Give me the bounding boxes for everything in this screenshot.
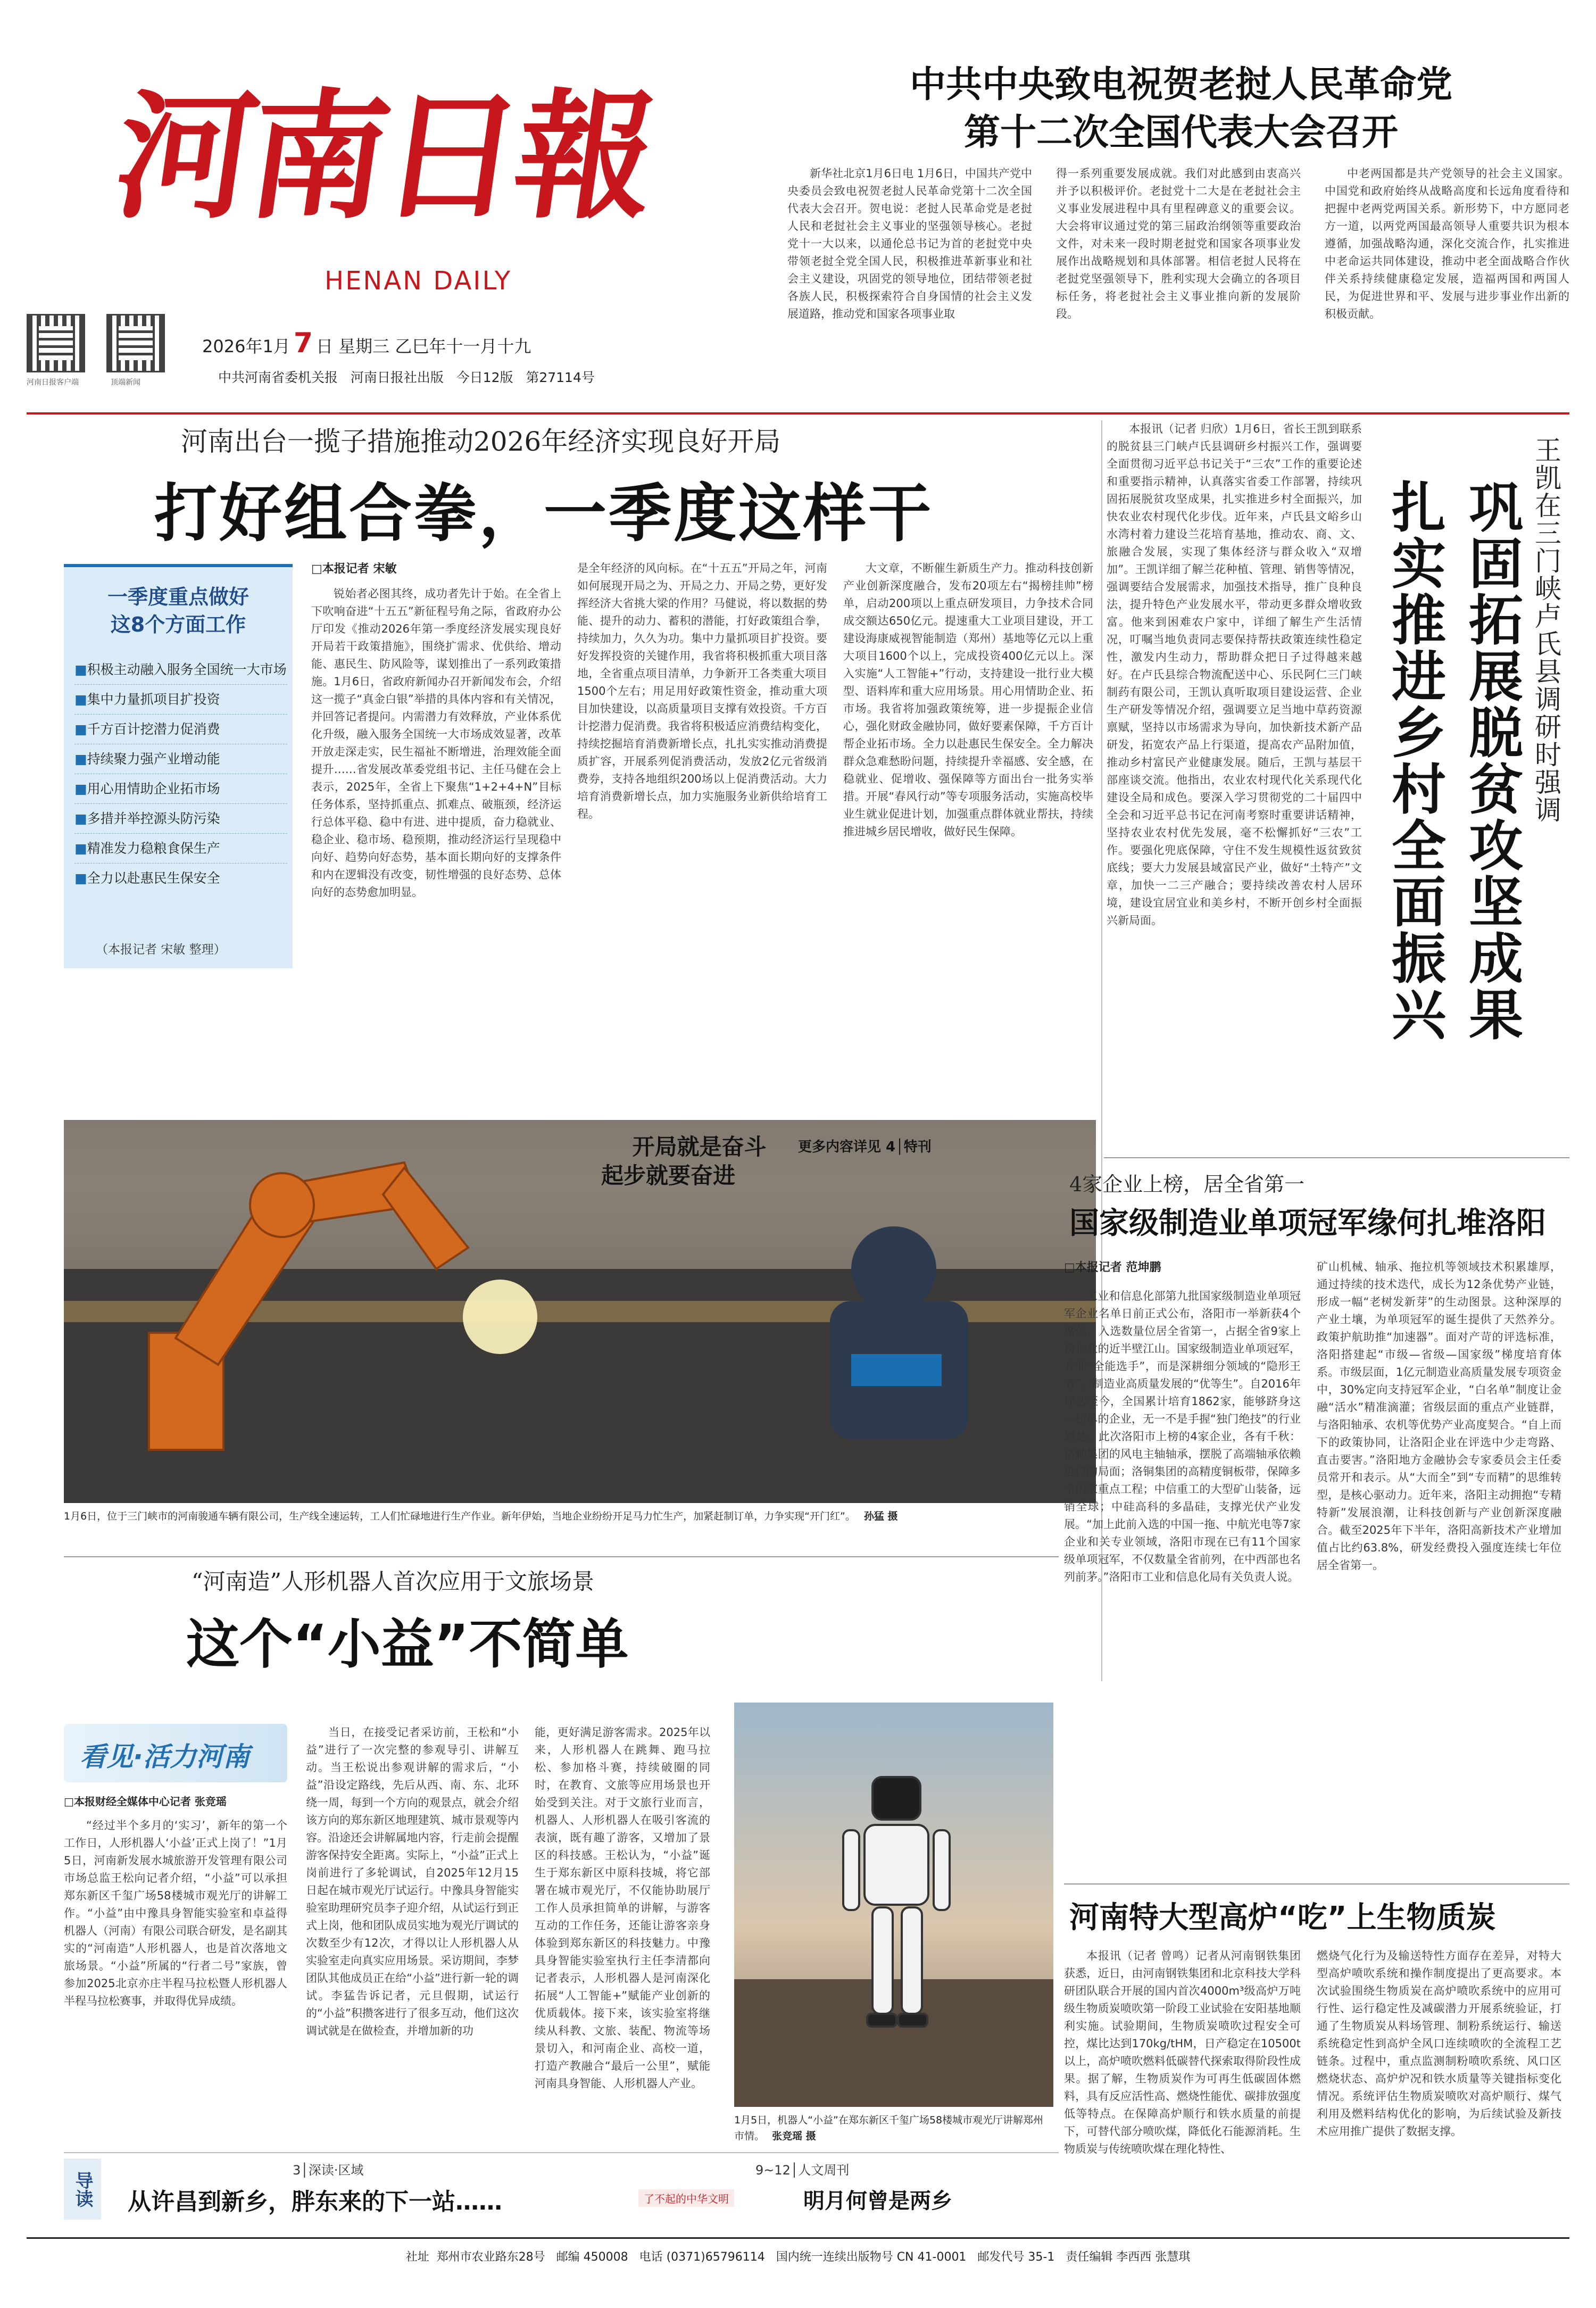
key-points-credit: （本报记者 宋敏 整理） bbox=[96, 943, 226, 957]
rural-vertical-title-line2: 扎实推进乡村全面振兴 bbox=[1383, 479, 1446, 1043]
manufacturing-kicker: 4家企业上榜，居全省第一 bbox=[1069, 1173, 1305, 1196]
guide-item2-title[interactable]: 明月何曾是两乡 bbox=[803, 2189, 952, 2213]
masthead-logo: 河南日報 bbox=[105, 76, 661, 238]
robot-headline: 这个“小益”不简单 bbox=[186, 1613, 629, 1675]
lead-headline: 打好组合拳，一季度这样干 bbox=[154, 477, 934, 550]
lead-col2: 是全年经济的风向标。在“十五五”开局之年，河南如何展现开局之为、开局之力、开局之势，更好发挥经济大省挑大梁的作用？马健说，将以数据的势能、提升的动力、蓄积的潜能，打好政策组合拳，持续加力，久久为功。集中力量抓项目扩投资。要好发挥投资的关键作用，我省将积极抓重大项目落地，全省重点项目清单，力争新开工各类重大项目1500个左右；用足用好政策性资金，推动重大项目加快建设，以高质量项目支撑有效投资。千方百计挖潜力促消费。我省将积极适应消费结构变化，持续挖掘培育消费新增长点，扎扎实实推动消费提质扩容，开展系列促消费活动，发放2亿元省级消费券，支持各地组织200场以上促消费活动。大力培育消费新增长点，加力实施服务业新供给培育工程。 bbox=[577, 562, 827, 820]
footer-info: 社址 郑州市农业路东28号 邮编 450008 电话 (0371)65796114 国内统一连续出版物号 CN 41-0001 邮发代号 35-1 责任编辑 李西西 张慧琪 bbox=[405, 2251, 1191, 2264]
date-month: 2026年1月 bbox=[202, 336, 290, 356]
guide-label: 导读 bbox=[64, 2158, 101, 2220]
guide-bar bbox=[64, 2152, 1059, 2221]
qr-code-news[interactable] bbox=[106, 314, 165, 372]
issue-date bbox=[202, 327, 531, 359]
manufacturing-headline: 国家级制造业单项冠军缘何扎堆洛阳 bbox=[1069, 1206, 1546, 1241]
key-point-item: ■持续聚力强产业增动能 bbox=[74, 744, 287, 774]
guide-item1-title[interactable]: 从许昌到新乡，胖东来的下一站…… bbox=[128, 2188, 502, 2215]
robot-photo-illustration bbox=[734, 1703, 1053, 2107]
robot-photo-caption bbox=[734, 2112, 1053, 2144]
key-point-item: ■精准发力稳粮食保生产 bbox=[74, 834, 287, 864]
welder-worker bbox=[830, 1226, 968, 1439]
masthead bbox=[27, 32, 766, 399]
key-point-item: ■用心用情助企业拓市场 bbox=[74, 774, 287, 804]
photo-slogan bbox=[601, 1104, 767, 1219]
key-point-item: ■积极主动融入服务全国统一大市场 bbox=[74, 655, 287, 685]
robot-col1: “经过半个多月的‘实习’，新年的第一个工作日，人形机器人‘小益’正式上岗了！”1月5日，河南新发展水城旅游开发管理有限公司市场总监王松向记者介绍，“小益”可以承担郑东新区千玺广场58楼城市观光厅的讲解工作。“小益”由中豫具身智能实验室和卓益得机器人（河南）有限公司联合研发，是名副其实的“河南造”人形机器人，也是首次落地文旅场景。“小益”所属的“行者二号”家族，曾参加2025北京亦庄半程马拉松暨人形机器人半程马拉松赛事，并取得优异成绩。 bbox=[64, 1819, 287, 2007]
steel-col2: 燃烧气化行为及输送特性方面存在差异，对特大型高炉喷吹系统和操作制度提出了更高要求。本次试验围绕生物质炭在高炉喷吹系统中的应用可行性、运行稳定性及减碳潜力开展系统验证，打通了生物质炭从料场管理、制粉系统运行、输送系统稳定性到高炉全风口连续喷吹的全流程工艺链条。过程中，重点监测制粉喷吹系统、风口区燃烧状态、高炉炉况和铁水质量等关键指标变化情况。系统评估生物质炭喷吹对高炉顺行、煤气利用及燃料结构优化的影响，为后续试验及新技术应用推广提供了数据支撑。 bbox=[1317, 1949, 1561, 2138]
factory-photo-caption-text: 1月6日，位于三门峡市的河南骏通车辆有限公司，生产线全速运转，工人们忙碌地进行生产作业。新年伊始，当地企业纷纷开足马力忙生产，加紧赶制订单，力争实现“开门红”。 bbox=[64, 1510, 855, 1522]
top-story-col1: 新华社北京1月6日电 1月6日，中国共产党中央委员会致电祝贺老挝人民革命党第十二次全国代表大会召开。贺电说：老挝人民革命党是老挝人民和老挝社会主义事业的坚强领导核心。老挝党十一大以来，以通伦总书记为首的老挝党中央带领老挝全党全国人民，积极推进革新事业和社会主义建设，巩固党的领导地位，团结带领老挝各族人民，积极探索符合自身国情的社会主义发展道路，推动党和国家各项事业取 bbox=[787, 167, 1032, 320]
top-story bbox=[787, 51, 1575, 412]
factory-photo bbox=[64, 971, 1096, 1503]
more-content-link[interactable]: 更多内容详见 4│特刊 bbox=[798, 1139, 932, 1155]
top-story-col3: 中老两国都是共产党领导的社会主义国家。中国党和政府始终从战略高度和长远角度看待和把握中老两党两国关系。新形势下，中方愿同老方一道，以两党两国最高领导人重要共识为根本遵循，加强战略沟通，深化交流合作，扎实推进中老命运共同体建设，推动中老全面战略合作伙伴关系持续健康稳定发展，造福两国和两国人民，为促进世界和平、发展与进步事业作出新的积极贡献。 bbox=[1325, 167, 1569, 320]
robot-photo bbox=[734, 1703, 1053, 2107]
column-logo bbox=[64, 1724, 287, 1782]
lead-col3: 大文章，不断催生新质生产力。推动科技创新产业创新深度融合，发布20项左右“揭榜挂帅”榜单，启动200项以上重点研发项目，力争技术合同成交额达650亿元。提速重大工业项目建设，开工建设海康威视智能制造（郑州）基地等亿元以上重大项目1600个以上，完成投资400亿元以上。深入实施“人工智能+”行动，支持建设一批行业大模型、语料库和重大应用场景。用心用情助企业、拓市场。我省将加强政策统筹，进一步提振企业信心，强化财政金融协同，做好要素保障，千方百计帮企业拓市场。全力以赴惠民生保安全。全力解决群众急难愁盼问题，持续提升幸福感、安全感，在稳就业、促增收、强保障等方面出台一批务实举措。开展“春风行动”等专项服务活动，实施高校毕业生就业促进计划，加强重点群体就业帮扶，持续推进城乡居民增收，做好民生保障。 bbox=[843, 562, 1093, 838]
column-logo-text: 看见·活力河南 bbox=[80, 1741, 250, 1772]
lead-byline: □本报记者 宋敏 bbox=[311, 562, 397, 576]
steel-col1: 本报讯（记者 曾鸣）记者从河南钢铁集团获悉，近日，由河南钢铁集团和北京科技大学科研团队联合开展的国内首次4000m³级高炉万吨级生物质炭喷吹第一阶段工业试验在安阳基地顺利实施。试验期间，生物质炭喷吹过程安全可控，煤比达到170kg/tHM，日产稳定在10500t以上，高炉喷吹燃料低碳替代探索取得阶段性成果。据了解，生物质炭作为可再生低碳固体燃料，具有反应活性高、燃烧性能优、碳排放强度低等特点。在保障高炉顺行和铁水质量的前提下，可替代部分喷吹煤，降低化石能源消耗。生物质炭与传统喷吹煤在理化特性、 bbox=[1064, 1949, 1301, 2155]
date-weekday: 日 星期三 乙巳年十一月十九 bbox=[316, 336, 531, 356]
manufacturing-byline: □本报记者 范坤鹏 bbox=[1064, 1261, 1161, 1274]
key-point-item: ■多措并举控源头防污染 bbox=[74, 804, 287, 834]
qr-label-app: 河南日报客户端 bbox=[27, 378, 79, 387]
robot-col2: 当日，在接受记者采访前，王松和“小益”进行了一次完整的参观导引、讲解互动。当王松说出参观讲解的需求后，“小益”沿设定路线，先后从西、南、东、北环绕一周，每到一个方向的观景点，就会介绍该方向的郑东新区地理建筑、城市景观等内容。沿途还会讲解属地内容，行走前会提醒游客保持安全距离。实际上，“小益”正式上岗前进行了多轮调试，自2025年12月15日起在城市观光厅试运行。中豫具身智能实验室助理研究员李子迎介绍，从试运行到正式上岗，他和团队成员实地为观光厅调试的次数至少有12次，才得以让人形机器人从实验室走向真实应用场景。采访期间，李梦团队其他成员正在给“小益”进行新一轮的调试。李猛告诉记者，元旦假期，试运行的“小益”积攒客进行了很多互动，他们这次调试就是在做检查，并增加新的功 bbox=[306, 1726, 519, 2037]
top-story-headline bbox=[787, 61, 1575, 157]
robot-photo-caption-text: 1月5日，机器人“小益”在郑东新区千玺广场58楼城市观光厅讲解郑州市情。 bbox=[734, 2114, 1044, 2142]
guide-item2-tag: 了不起的中华文明 bbox=[638, 2189, 734, 2207]
masthead-rule bbox=[27, 412, 1569, 414]
factory-photo-caption bbox=[64, 1508, 1096, 1524]
robot-top-rule bbox=[64, 1556, 1059, 1557]
weld-spark bbox=[463, 1280, 537, 1354]
qr-code-app[interactable] bbox=[27, 314, 85, 372]
publisher-line: 中共河南省委机关报 河南日报社出版 今日12版 第27114号 bbox=[218, 370, 595, 385]
key-points-title-line2: 这8个方面工作 bbox=[110, 613, 246, 636]
lead-col1: 锐始者必图其终，成功者先计于始。在全省上下吹响奋进“十五五”新征程号角之际，省政府办公厅印发《推动2026年第一季度经济发展实现良好开局若干政策措施》，围绕扩需求、优供给、增动能、惠民生、防风险等，谋划推出了一系列政策措施。1月6日，省政府新闻办召开新闻发布会，介绍这一揽子“真金白银”举措的具体内容和有关情况，并回答记者提问。内需潜力有效释放，产业体系优化升级，融入服务全国统一大市场成效显著，改革开放走深走实，民生福祉不断增进，治理效能全面提升……省发展改革委党组书记、主任马健在会上表示，2025年，全省上下聚焦“1+2+4+N”目标任务体系，坚持抓重点、抓难点、破瓶颈，经济运行总体平稳、稳中有进、进中提质，奋力稳就业、稳企业、稳市场、稳预期，推动经济运行呈现稳中向好、趋势向好态势，基本面长期向好的支撑条件和内在逻辑没有改变，韧性增强的良好态势、总体向好的态势愈加明显。 bbox=[311, 587, 561, 899]
key-points-title bbox=[64, 583, 293, 638]
factory-photo-illustration bbox=[64, 971, 1096, 1503]
qr-label-news: 顶端新闻 bbox=[111, 378, 140, 387]
guide-item2-page[interactable]: 9~12│人文周刊 bbox=[755, 2163, 850, 2178]
top-story-headline-line2: 第十二次全国代表大会召开 bbox=[963, 112, 1398, 154]
robot-kicker: “河南造”人形机器人首次应用于文旅场景 bbox=[192, 1568, 594, 1595]
guide-item1-page[interactable]: 3│深读·区域 bbox=[293, 2163, 364, 2178]
factory-photo-credit: 孙猛 摄 bbox=[863, 1510, 898, 1522]
steel-headline: 河南特大型高炉“吃”上生物质炭 bbox=[1069, 1900, 1496, 1935]
key-points-box bbox=[64, 564, 293, 968]
masthead-subtitle: HENAN DAILY bbox=[325, 266, 512, 296]
key-point-item: ■全力以赴惠民生保安全 bbox=[74, 870, 220, 886]
key-point-item: ■千方百计挖潜力促消费 bbox=[74, 715, 287, 744]
rural-article-body: 本报讯（记者 归欣）1月6日，省长王凯到联系的脱贫县三门峡卢氏县调研乡村振兴工作，强调要全面贯彻习近平总书记关于“三农”工作的重要论述和重要指示精神，认真落实省委工作部署，持续巩固拓展脱贫攻坚成果，扎实推进乡村全面振兴，加快农业农村现代化步伐。近年来，卢氏县文峪乡山水湾村着力建设兰花培育基地，推动农、商、文、旅融合发展，实现了集体经济与群众收入“双增加”。王凯详细了解兰花种植、管理、销售等情况，强调要结合发展需求，加强技术指导，推广良种良法，提升特色产业发展水平，带动更多群众增收致富。他来到困难农户家中，详细了解生产生活情况，叮嘱当地负责同志要保持帮扶政策连续性稳定性，激发内生动力，帮助群众把日子过得越来越好。在卢氏县综合物流配送中心、乐民阿仁三门峡制药有限公司，王凯认真听取项目建设运营、企业生产研发等情况介绍，强调要立足当地中草药资源禀赋，坚持以市场需求为导向，加快新技术新产品研发，拓宽农产品上行渠道，提高农产品附加值，推动乡村富民产业健康发展。随后，王凯与基层干部座谈交流。他指出，农业农村现代化关系现代化建设全局和成色。要深入学习贯彻党的二十届四中全会和习近平总书记在河南考察时重要讲话精神，坚持农业农村优先发展，毫不松懈抓好“三农”工作。要强化兜底保障，守住不发生规模性返贫致贫底线；要大力发展县域富民产业，做好“土特产”文章，加快一二三产融合；要持续改善农村人居环境，建设宜居宜业和美乡村，不断开创乡村全面振兴新局面。 bbox=[1107, 422, 1362, 927]
top-story-headline-line1: 中共中央致电祝贺老挝人民革命党 bbox=[909, 64, 1452, 106]
key-points-list bbox=[74, 655, 287, 893]
robot-photo-credit: 张竞瑶 摄 bbox=[772, 2130, 816, 2142]
manufacturing-col2: 矿山机械、轴承、拖拉机等领域技术积累雄厚，通过持续的技术迭代，成长为12条优势产业链，形成一幅“老树发新芽”的生动图景。这种深厚的产业土壤，为单项冠军的诞生提供了天然养分。政策护航助推“加速器”。面对产苛的评选标准，洛阳搭建起“市级—省级—国家级”梯度培育体系。市级层面，1亿元制造业高质量发展专项资金中，30%定向支持冠军企业，“白名单”制度让金融“活水”精准滴灌；省级层面的重点产业链群，与洛阳轴承、农机等优势产业高度契合。“自上而下的政策协同，让洛阳企业在评选中少走弯路、直击要害。”洛阳地方金融协会专家委员会主任委员常开和表示。从“大而全”到“专而精”的思维转型，是核心驱动力。近年来，洛阳主动拥抱“专精特新”发展浪潮，让科技创新与产业创新深度融合。截至2025年下半年，洛阳高新技术产业增加值占比约63.8%，研发经费投入强度连续七年位居全省第一。 bbox=[1317, 1260, 1561, 1572]
robot-byline: □本报财经全媒体中心记者 张竞瑶 bbox=[64, 1795, 227, 1808]
rural-vertical-kicker: 王凯在三门峡卢氏县调研时强调 bbox=[1531, 436, 1561, 824]
rural-vertical-title-line1: 巩固拓展脱贫攻坚成果 bbox=[1460, 479, 1523, 1043]
footer-rule bbox=[27, 2237, 1569, 2239]
key-point-item: ■集中力量抓项目扩投资 bbox=[74, 685, 287, 715]
manufacturing-bottom-rule bbox=[1064, 1883, 1569, 1884]
key-points-title-line1: 一季度重点做好 bbox=[107, 585, 249, 609]
photo-slogan-text: 开局就是奋斗 起步就要奋进 bbox=[601, 1134, 767, 1189]
date-day: 7 bbox=[293, 327, 313, 359]
rural-bottom-rule bbox=[1104, 1157, 1569, 1158]
top-story-col2: 得一系列重要发展成就。我们对此感到由衷高兴并予以积极评价。老挝党十二大是在老挝社会主义事业发展进程中具有里程碑意义的重要会议。大会将审议通过党的第三届政治纲领等重要政治文件，对未来一段时期老挝党和国家各项事业发展作出战略规划和具体部署。相信老挝人民将在老挝党坚强领导下，胜利实现大会确立的各项目标任务，将老挝社会主义事业推向新的发展阶段。 bbox=[1056, 167, 1301, 320]
manufacturing-col1: 工业和信息化部第九批国家级制造业单项冠军企业名单日前正式公布，洛阳市一举新获4个席位，入选数量位居全省第一，占据全省9家上榜企业的近半壁江山。国家级制造业单项冠军，并非“全能选手”，而是深耕细分领域的“隐形王者”，制造业高质量发展的“优等生”。自2016年评选至今，全国累计培育1862家，能够跻身这一榜单的企业，无一不是手握“独门绝技”的行业翘楚。此次洛阳市上榜的4家企业，各有千秋：洛轴集团的风电主轴轴承，摆脱了高端轴承依赖进口的局面；洛铜集团的高精度铜板带，保障多个国家重点工程；中信重工的大型矿山装备，远销全球；中硅高科的多晶硅，支撑光伏产业发展。“加上此前入选的中国一拖、中航光电等7家企业和关专业领域，洛阳市现在已有11个国家级单项冠军，不仅数量全省前列，在中西部也名列前茅。”洛阳市工业和信息化局有关负责人说。 bbox=[1064, 1290, 1301, 1583]
lead-kicker: 河南出台一揽子措施推动2026年经济实现良好开局 bbox=[181, 426, 781, 457]
robot-col3: 能，更好满足游客需求。2025年以来，人形机器人在跳舞、跑马拉松、参加格斗赛，持续破圈的同时，在教育、文旅等应用场景也开始受到关注。对于文旅行业而言，机器人、人形机器人在吸引客流的表演，既有趣了游客，又增加了景区的科技感。王松认为，“小益”诞生于郑东新区中原科技城，将它部署在城市观光厅，不仅能协助展厅工作人员承担简单的讲解，与游客互动的工作任务，还能让游客亲身体验到郑东新区的科技魅力。中豫具身智能实验室执行主任李清都向记者表示，人形机器人是河南深化拓展“人工智能+”赋能产业创新的优质载体。接下来，该实验室将继续从科教、文旅、装配、物流等场景切入，和河南企业、高校一道，打造产教融合“最后一公里”，赋能河南具身智能、人形机器人产业。 bbox=[535, 1726, 710, 2090]
